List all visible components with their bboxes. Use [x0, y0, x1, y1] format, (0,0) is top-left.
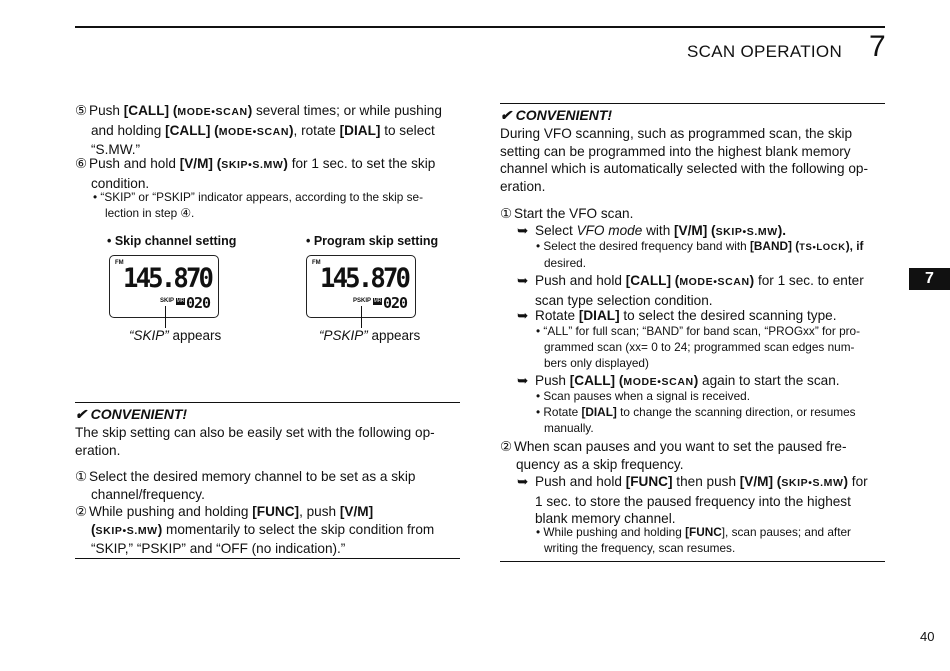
skip-indicator-arrow: [165, 306, 166, 328]
step-6-note: • “SKIP” or “PSKIP” indicator appears, according to the skip se- lection in step ④.: [93, 190, 423, 220]
header-rule: [75, 26, 885, 28]
right-step-1-note-4: • Scan pauses when a signal is received. • Rotate [DIAL] to change the scanning direction, or resumes manually.: [536, 389, 856, 435]
left-convenient-step-1: ① Select the desired memory channel to be set as a skip channel/frequency.: [75, 469, 416, 502]
left-convenient-bottom-rule: [75, 558, 460, 559]
right-convenient-top-rule: [500, 103, 885, 104]
right-step-1-note-3: • “ALL” for full scan; “BAND” for band scan, “PROGxx” for pro- grammed scan (xx= 0 to 24; programmed scan edges num- bers only displayed): [536, 324, 861, 370]
right-step-1-action-1: ➥ Select VFO mode with [V/M] (SKIP•S.MW).: [517, 223, 787, 238]
right-step-1: ① Start the VFO scan.: [500, 206, 634, 221]
skip-caption: “SKIP” appears: [129, 328, 222, 343]
step-5: ⑤ Push [CALL] (MODE•SCAN) several times; or while pushing and holding [CALL] (MODE•SCAN), rotate [DIAL] to select “S.MW.”: [75, 103, 442, 157]
right-step-2-action-1: ➥ Push and hold [FUNC] then push [V/M] (SKIP•S.MW) for 1 sec. to store the paused frequency into the highest blank memory channel.: [517, 474, 868, 526]
left-convenient-top-rule: [75, 402, 460, 403]
right-convenient-intro: During VFO scanning, such as programmed scan, the skip setting can be programmed into the highest blank memory channel which is automatically selected with the following op- eration.: [500, 126, 868, 194]
right-convenient-bottom-rule: [500, 561, 885, 562]
step-6: ⑥ Push and hold [V/M] (SKIP•S.MW) for 1 sec. to set the skip condition.: [75, 156, 436, 191]
section-title: SCAN OPERATION: [687, 42, 843, 61]
pskip-indicator-arrow: [361, 306, 362, 328]
right-convenient-title: ✔ CONVENIENT!: [500, 107, 613, 123]
right-step-1-action-3: ➥ Rotate [DIAL] to select the desired scanning type.: [517, 308, 837, 323]
left-convenient-title: ✔ CONVENIENT!: [75, 406, 188, 422]
pskip-caption: “PSKIP” appears: [319, 328, 421, 343]
chapter-number: 7: [869, 30, 886, 63]
lcd-display-pskip: FM 145.870 PSKIP MR 020: [306, 255, 416, 318]
skip-channel-label: • Skip channel setting: [107, 234, 237, 248]
chapter-tab[interactable]: 7: [909, 268, 950, 290]
right-step-1-note-1: • Select the desired frequency band with [BAND] (TS•LOCK), if desired.: [536, 239, 864, 270]
page-number: 40: [920, 629, 935, 644]
right-step-2: ② When scan pauses and you want to set the paused fre- quency as a skip frequency.: [500, 439, 847, 472]
right-step-1-action-2: ➥ Push and hold [CALL] (MODE•SCAN) for 1 sec. to enter scan type selection condition.: [517, 273, 864, 308]
left-convenient-intro: The skip setting can also be easily set with the following op- eration.: [75, 425, 435, 458]
right-step-2-note: • While pushing and holding [FUNC], scan pauses; and after writing the frequency, scan resumes.: [536, 525, 851, 555]
right-step-1-action-4: ➥ Push [CALL] (MODE•SCAN) again to start the scan.: [517, 373, 840, 388]
lcd-display-skip: FM 145.870 SKIP MR 020: [109, 255, 219, 318]
program-skip-label: • Program skip setting: [306, 234, 439, 248]
left-convenient-step-2: ② While pushing and holding [FUNC], push [V/M] (SKIP•S.MW) momentarily to select the skip condition from “SKIP,” “PSKIP” and “OFF (no indication).”: [75, 504, 435, 556]
